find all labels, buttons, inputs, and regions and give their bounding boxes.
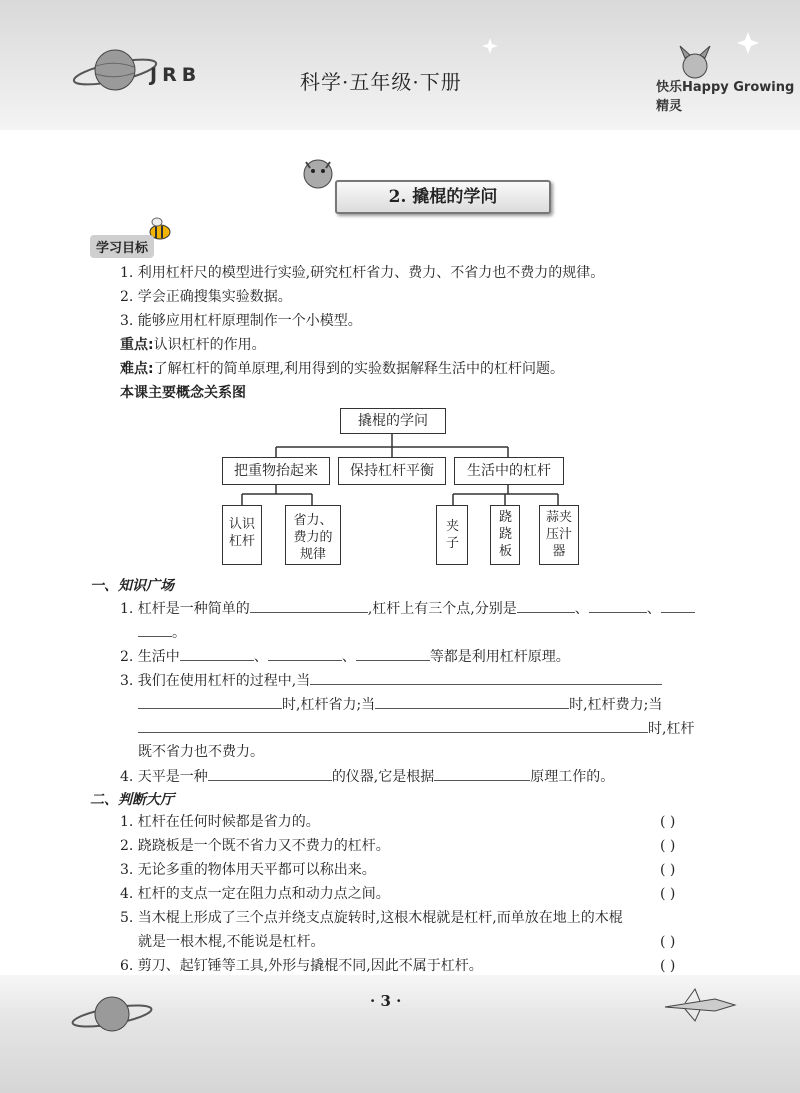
judge-item-cont: 就是一根木棍,不能说是杠杆。 (138, 934, 325, 950)
answer-parentheses[interactable]: ( ) (660, 814, 676, 830)
lesson-title: 2. 撬棍的学问 (335, 180, 551, 214)
answer-blank[interactable] (356, 646, 430, 661)
answer-parentheses[interactable]: ( ) (660, 958, 676, 974)
fill-question (120, 646, 570, 667)
answer-parentheses[interactable]: ( ) (660, 934, 676, 950)
concept-leaf: 跷跷板 (490, 505, 520, 565)
answer-parentheses[interactable]: ( ) (660, 862, 676, 878)
goal-item: 2. 学会正确搜集实验数据。 (120, 289, 292, 305)
question-text: 1. 杠杆是一种简单的 (120, 601, 250, 617)
question-text: 。 (172, 625, 186, 641)
question-text: ,杠杆上有三个点,分别是 (367, 601, 517, 617)
judge-item: 6. 剪刀、起钉锤等工具,外形与撬棍不同,因此不属于杠杆。 (120, 958, 483, 974)
answer-blank[interactable] (661, 598, 695, 613)
fill-question-cont: 既不省力也不费力。 (138, 744, 264, 760)
answer-blank[interactable] (434, 766, 530, 781)
answer-blank[interactable] (517, 598, 575, 613)
concept-branch: 保持杠杆平衡 (338, 457, 446, 485)
question-text: 时,杠杆省力;当 (282, 697, 376, 713)
judge-item: 2. 跷跷板是一个既不省力又不费力的杠杆。 (120, 838, 390, 854)
key-label: 重点: (120, 337, 154, 353)
question-text: 等都是利用杠杆原理。 (429, 649, 570, 665)
section-title: 一、知识广场 (90, 578, 174, 594)
spaceship-icon (660, 985, 740, 1025)
answer-blank[interactable] (268, 646, 342, 661)
fill-question (120, 598, 695, 619)
question-text: 、 (574, 601, 589, 617)
question-text: 、 (646, 601, 661, 617)
question-text: 4. 天平是一种 (120, 769, 208, 785)
question-text: 时,杠杆 (648, 721, 695, 737)
concept-branch: 把重物抬起来 (222, 457, 330, 485)
goal-item: 3. 能够应用杠杆原理制作一个小模型。 (120, 313, 362, 329)
question-text: 、 (253, 649, 268, 665)
answer-blank[interactable] (589, 598, 647, 613)
question-text: 2. 生活中 (120, 649, 180, 665)
concept-leaf: 蒜夹压汁器 (539, 505, 579, 565)
judge-item: 4. 杠杆的支点一定在阻力点和动力点之间。 (120, 886, 390, 902)
planet-icon (70, 990, 160, 1040)
difficulty-text: 了解杠杆的简单原理,利用得到的实验数据解释生活中的杠杆问题。 (153, 361, 565, 377)
answer-blank[interactable] (138, 622, 172, 637)
answer-blank[interactable] (138, 718, 648, 733)
fill-question-cont (138, 718, 694, 739)
answer-blank[interactable] (310, 670, 662, 685)
answer-blank[interactable] (180, 646, 254, 661)
judge-item: 1. 杠杆在任何时候都是省力的。 (120, 814, 320, 830)
question-text: 时,杠杆费力;当 (569, 697, 663, 713)
concept-leaf: 夹子 (436, 505, 468, 565)
brand-logo: 快乐Happy Growing精灵 (656, 80, 795, 114)
fill-question-cont (138, 694, 662, 715)
section-title: 二、判断大厅 (90, 792, 174, 808)
answer-parentheses[interactable]: ( ) (660, 838, 676, 854)
fill-question (120, 766, 614, 787)
difficulty-label: 难点: (120, 361, 154, 377)
goal-item: 1. 利用杠杆尺的模型进行实验,研究杠杆省力、费力、不省力也不费力的规律。 (120, 265, 605, 281)
goals-tag: 学习目标 (90, 235, 154, 258)
judge-item: 3. 无论多重的物体用天平都可以称出来。 (120, 862, 376, 878)
fill-question-cont (138, 622, 186, 643)
book-title: 科学·五年级·下册 (300, 70, 462, 94)
answer-blank[interactable] (250, 598, 368, 613)
answer-parentheses[interactable]: ( ) (660, 886, 676, 902)
concept-leaf: 省力、费力的规律 (285, 505, 341, 565)
question-text: 原理工作的。 (530, 769, 615, 785)
concept-branch: 生活中的杠杆 (454, 457, 564, 485)
question-text: 、 (341, 649, 356, 665)
answer-blank[interactable] (208, 766, 332, 781)
series-label: JRB (150, 64, 202, 86)
answer-blank[interactable] (138, 694, 282, 709)
question-text: 3. 我们在使用杠杆的过程中,当 (120, 673, 311, 689)
concept-root: 撬棍的学问 (340, 408, 446, 434)
concept-leaf: 认识杠杆 (222, 505, 262, 565)
fill-question (120, 670, 662, 691)
key-text: 认识杠杆的作用。 (153, 337, 266, 353)
answer-blank[interactable] (375, 694, 569, 709)
concept-map-title: 本课主要概念关系图 (120, 385, 246, 401)
page-number: · 3 · (370, 992, 402, 1010)
judge-item: 5. 当木棍上形成了三个点并绕支点旋转时,这根木棍就是杠杆,而单放在地上的木棍 (120, 910, 623, 926)
question-text: 的仪器,它是根据 (331, 769, 435, 785)
